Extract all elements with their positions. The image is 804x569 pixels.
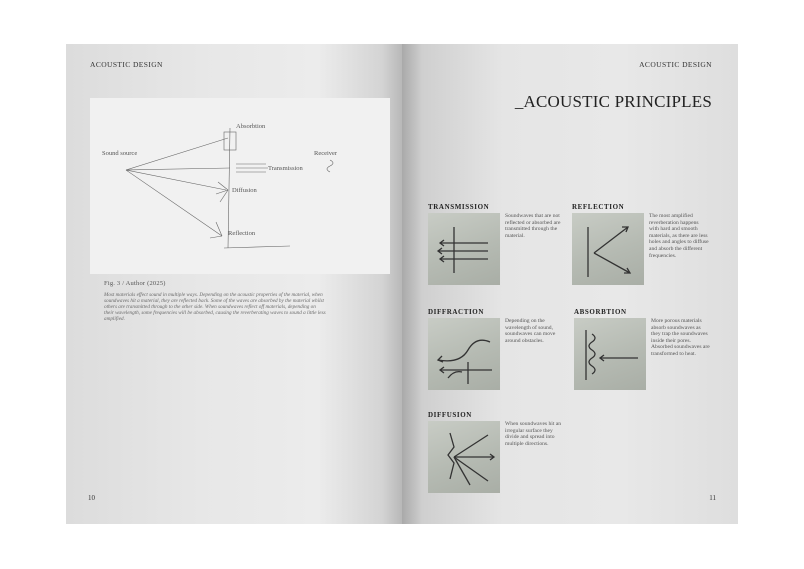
label-receiver: Receiver bbox=[314, 150, 338, 157]
card-title-diffusion: DIFFUSION bbox=[428, 411, 472, 419]
card-title-diffraction: DIFFRACTION bbox=[428, 308, 484, 316]
photo-transmission bbox=[428, 213, 500, 285]
photo-diffraction bbox=[428, 318, 500, 390]
section-title: _ACOUSTIC PRINCIPLES bbox=[514, 92, 712, 111]
card-title-reflection: REFLECTION bbox=[572, 203, 625, 211]
diffusion-arrows-icon bbox=[428, 421, 500, 493]
reflection-arrows-icon bbox=[572, 213, 644, 285]
running-head-right: ACOUSTIC DESIGN bbox=[639, 60, 712, 69]
running-head-left: ACOUSTIC DESIGN bbox=[90, 60, 163, 69]
card-text-diffusion: When soundwaves hit an irregular surface they divide and spread into multiple directions. bbox=[505, 421, 562, 447]
card-text-reflection: The most amplified reverberation happens with hard and smooth materials, as there are less holes and angles to diffuse and absorb the different frequencies. bbox=[649, 213, 709, 259]
figure-caption: Fig. 3 / Author (2025) bbox=[104, 280, 166, 287]
photo-diffusion bbox=[428, 421, 500, 493]
page-number-right: 11 bbox=[709, 494, 716, 502]
acoustic-sketch-figure bbox=[90, 98, 390, 274]
left-page bbox=[66, 44, 402, 524]
diffraction-arrows-icon bbox=[428, 318, 500, 390]
absorbtion-arrows-icon bbox=[574, 318, 646, 390]
label-absorbtion: Absorbtion bbox=[236, 123, 266, 130]
right-page bbox=[402, 44, 738, 524]
card-text-transmission: Soundwaves that are not reflected or absorbed are transmitted through the material. bbox=[505, 213, 561, 239]
photo-reflection bbox=[572, 213, 644, 285]
label-reflection: Reflection bbox=[228, 230, 256, 237]
card-title-absorbtion: ABSORBTION bbox=[574, 308, 627, 316]
label-sound-source: Sound source bbox=[102, 150, 138, 157]
photo-absorbtion bbox=[574, 318, 646, 390]
label-transmission: Transmission bbox=[268, 165, 303, 172]
label-diffusion: Diffusion bbox=[232, 187, 257, 194]
page-number-left: 10 bbox=[88, 494, 95, 502]
figure-body-text: Most materials effect sound in multiple ways. Depending on the acoustic properties of the material, when soundwaves hit a material, they are reflected back. Some of the waves are absorbed by the material whilst others are transmitted through to the other side. When soundwaves reflect off materials, depending on their wavelength, some frequencies will be absorbed, causing the reverberating waves to sound a little less amplified. bbox=[104, 292, 326, 323]
card-title-transmission: TRANSMISSION bbox=[428, 203, 490, 211]
card-text-diffraction: Depending on the wavelength of sound, soundwaves can move around obstacles. bbox=[505, 318, 556, 344]
magazine-spread bbox=[66, 44, 738, 524]
card-text-absorbtion: More porous materials absorb soundwaves as they trap the soundwaves inside their pores. Absorbed soundwaves are transformed to heat. bbox=[651, 318, 710, 357]
transmission-arrows-icon bbox=[428, 213, 500, 285]
